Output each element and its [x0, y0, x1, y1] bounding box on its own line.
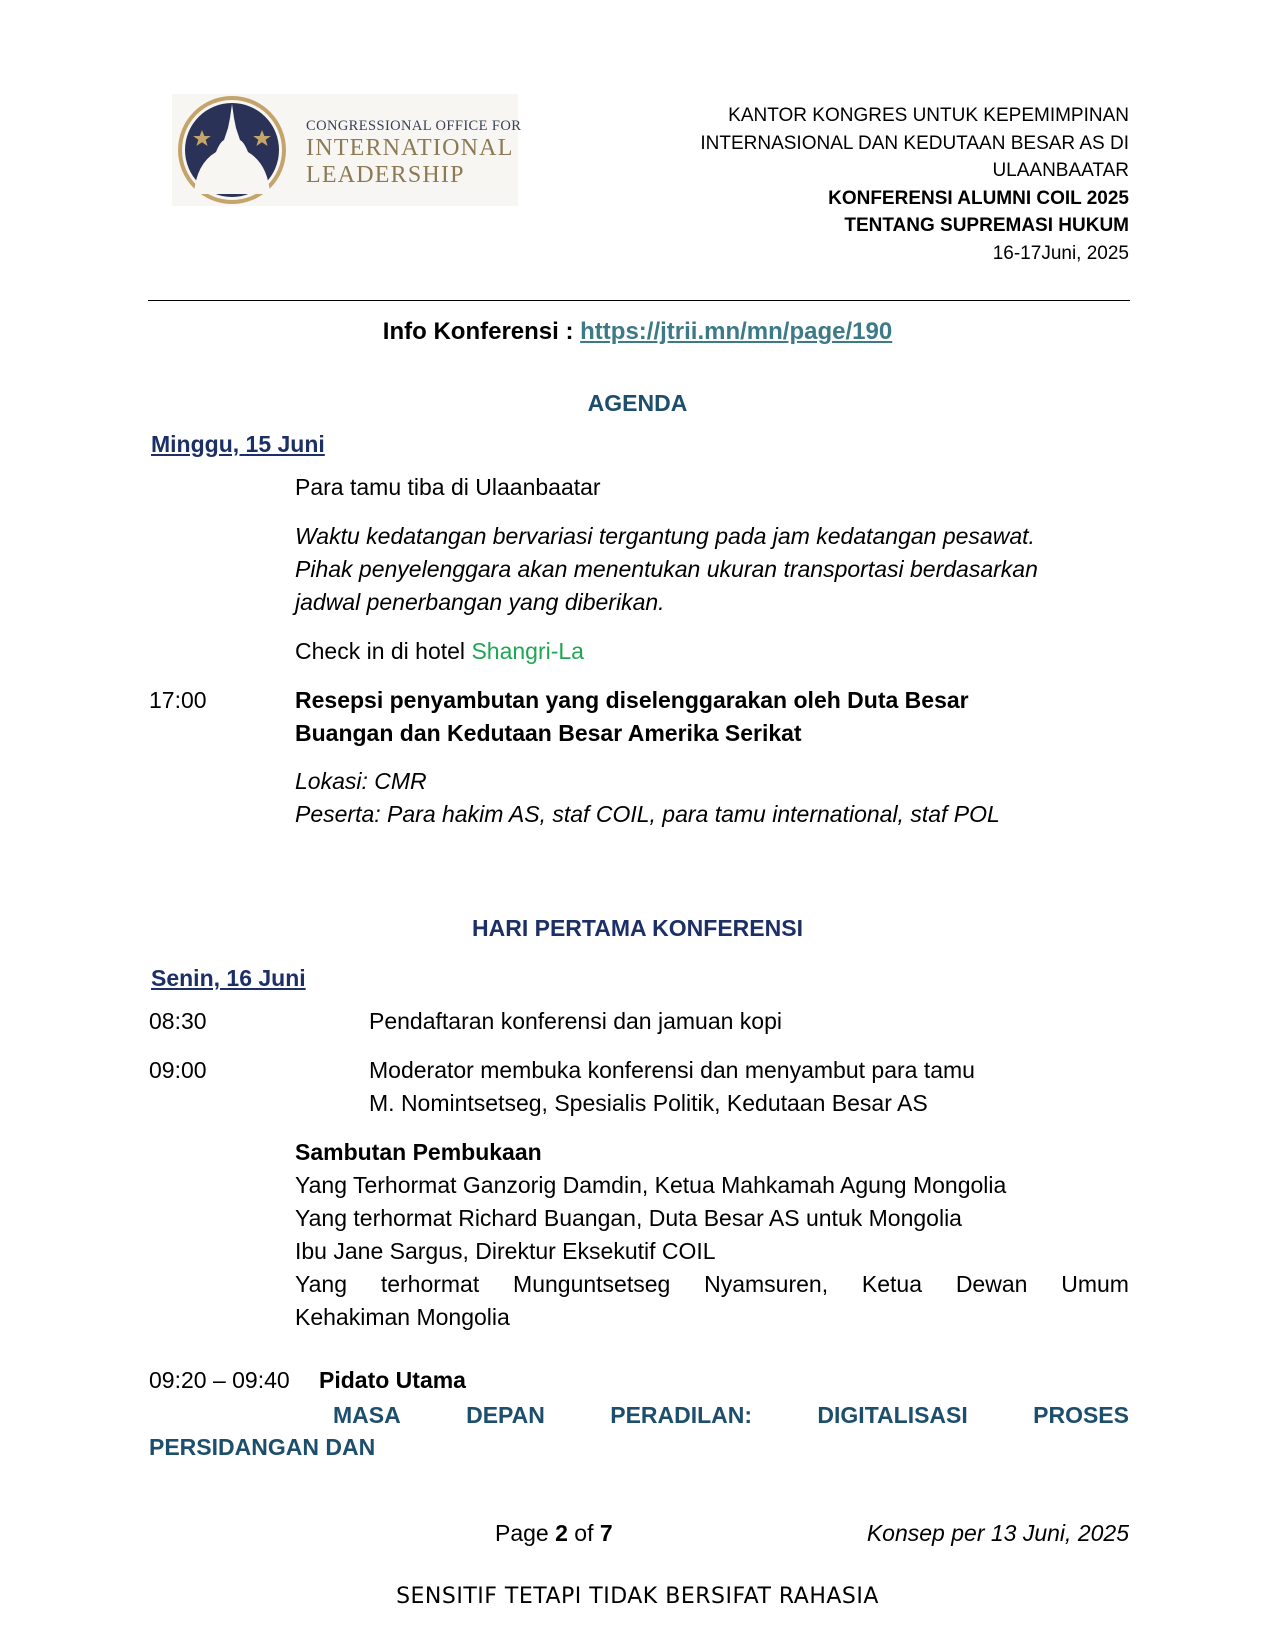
- opening-remarks-title: Sambutan Pembukaan: [295, 1139, 542, 1165]
- reception-participants: Peserta: Para hakim AS, staf COIL, para tamu international, staf POL: [295, 801, 1000, 827]
- sunday-heading: Minggu, 15 Juni: [151, 431, 325, 457]
- arrival-note-line: Pihak penyelenggara akan menentukan ukuran transportasi berdasarkan: [295, 556, 1038, 582]
- registration-item: Pendaftaran konferensi dan jamuan kopi: [369, 1008, 783, 1034]
- remarks-speaker-justified: [295, 1268, 1129, 1301]
- header-block: [609, 102, 1129, 267]
- arrival-note: [295, 520, 1038, 619]
- event-dates: 16-17Juni, 2025: [992, 242, 1129, 264]
- opening-item: [369, 1054, 975, 1120]
- page-prefix: Page: [495, 1520, 549, 1546]
- keynote-topic-line1: [333, 1399, 1129, 1432]
- event-title-line2: TENTANG SUPREMASI HUKUM: [844, 215, 1129, 236]
- topic-word: MASA: [333, 1402, 401, 1428]
- topic-word: DIGITALISASI: [817, 1402, 968, 1428]
- draft-date: Konsep per 13 Juni, 2025: [866, 1520, 1129, 1546]
- justified-word: Umum: [1061, 1271, 1129, 1297]
- logo-text-line1: CONGRESSIONAL OFFICE FOR: [306, 118, 522, 134]
- page-number: [495, 1520, 613, 1547]
- event-title-line1: KONFERENSI ALUMNI COIL 2025: [828, 187, 1129, 209]
- opening-description: Moderator membuka konferensi dan menyambut para tamu: [369, 1057, 975, 1083]
- logo-text-line3: LEADERSHIP: [306, 162, 465, 188]
- org-name-line2: INTERNASIONAL DAN KEDUTAAN BESAR AS DI: [700, 132, 1129, 154]
- header-divider: [148, 300, 1130, 301]
- reception-location: Lokasi: CMR: [295, 768, 427, 794]
- checkin-prefix: Check in di hotel: [295, 638, 466, 664]
- day-one-title: HARI PERTAMA KONFERENSI: [472, 915, 803, 941]
- opening-time: 09:00: [149, 1057, 207, 1083]
- org-name-line3: ULAANBAATAR: [992, 160, 1129, 181]
- agenda-title: AGENDA: [587, 390, 688, 416]
- arrival-item: Para tamu tiba di Ulaanbaatar: [295, 474, 601, 500]
- remarks-speaker-continued: Kehakiman Mongolia: [295, 1304, 510, 1330]
- checkin-hotel: Shangri-La: [471, 638, 584, 664]
- capitol-dome-emblem: [172, 94, 306, 206]
- keynote-time: 09:20 – 09:40: [149, 1367, 290, 1393]
- reception-details: [295, 765, 1000, 831]
- justified-word: Munguntsetseg: [513, 1271, 671, 1297]
- reception-title: [295, 684, 969, 750]
- classification-marking: SENSITIF TETAPI TIDAK BERSIFAT RAHASIA: [396, 1584, 879, 1609]
- justified-word: Nyamsuren,: [704, 1271, 829, 1297]
- topic-word: PERADILAN:: [610, 1402, 753, 1428]
- justified-word: terhormat: [380, 1271, 480, 1297]
- page-total: 7: [599, 1520, 613, 1546]
- page-current: 2: [555, 1520, 568, 1546]
- conference-info-label: Info Konferensi :: [382, 318, 574, 345]
- keynote-title: Pidato Utama: [319, 1367, 466, 1393]
- org-name-line1: KANTOR KONGRES UNTUK KEPEMIMPINAN: [728, 105, 1129, 126]
- logo-text-line2: INTERNATIONAL: [306, 135, 514, 161]
- page-of: of: [574, 1520, 594, 1546]
- coil-logo: [172, 94, 522, 206]
- justified-word: Dewan: [955, 1271, 1028, 1297]
- opening-remarks-list: [295, 1169, 1006, 1268]
- justified-word: Yang: [295, 1271, 348, 1297]
- conference-info: [0, 318, 1275, 346]
- remarks-speaker: Ibu Jane Sargus, Direktur Eksekutif COIL: [295, 1238, 716, 1264]
- conference-info-link[interactable]: https://jtrii.mn/mn/page/190: [580, 318, 893, 345]
- remarks-speaker: Yang Terhormat Ganzorig Damdin, Ketua Mahkamah Agung Mongolia: [295, 1172, 1007, 1198]
- checkin-item: [295, 635, 584, 668]
- registration-time: 08:30: [149, 1008, 207, 1034]
- topic-word: PROSES: [1033, 1402, 1129, 1428]
- arrival-note-line: jadwal penerbangan yang diberikan.: [295, 589, 665, 615]
- reception-title-line: Buangan dan Kedutaan Besar Amerika Serikat: [295, 720, 802, 746]
- keynote-topic-line2: PERSIDANGAN DAN: [149, 1434, 376, 1460]
- reception-title-line: Resepsi penyambutan yang diselenggarakan oleh Duta Besar: [295, 687, 969, 713]
- remarks-speaker: Yang terhormat Richard Buangan, Duta Besar AS untuk Mongolia: [295, 1205, 962, 1231]
- arrival-note-line: Waktu kedatangan bervariasi tergantung pada jam kedatangan pesawat.: [295, 523, 1035, 549]
- justified-word: Ketua: [861, 1271, 923, 1297]
- opening-moderator: M. Nomintsetseg, Spesialis Politik, Kedutaan Besar AS: [369, 1090, 928, 1116]
- reception-time: 17:00: [149, 687, 207, 713]
- topic-word: DEPAN: [466, 1402, 545, 1428]
- monday-heading: Senin, 16 Juni: [151, 965, 306, 991]
